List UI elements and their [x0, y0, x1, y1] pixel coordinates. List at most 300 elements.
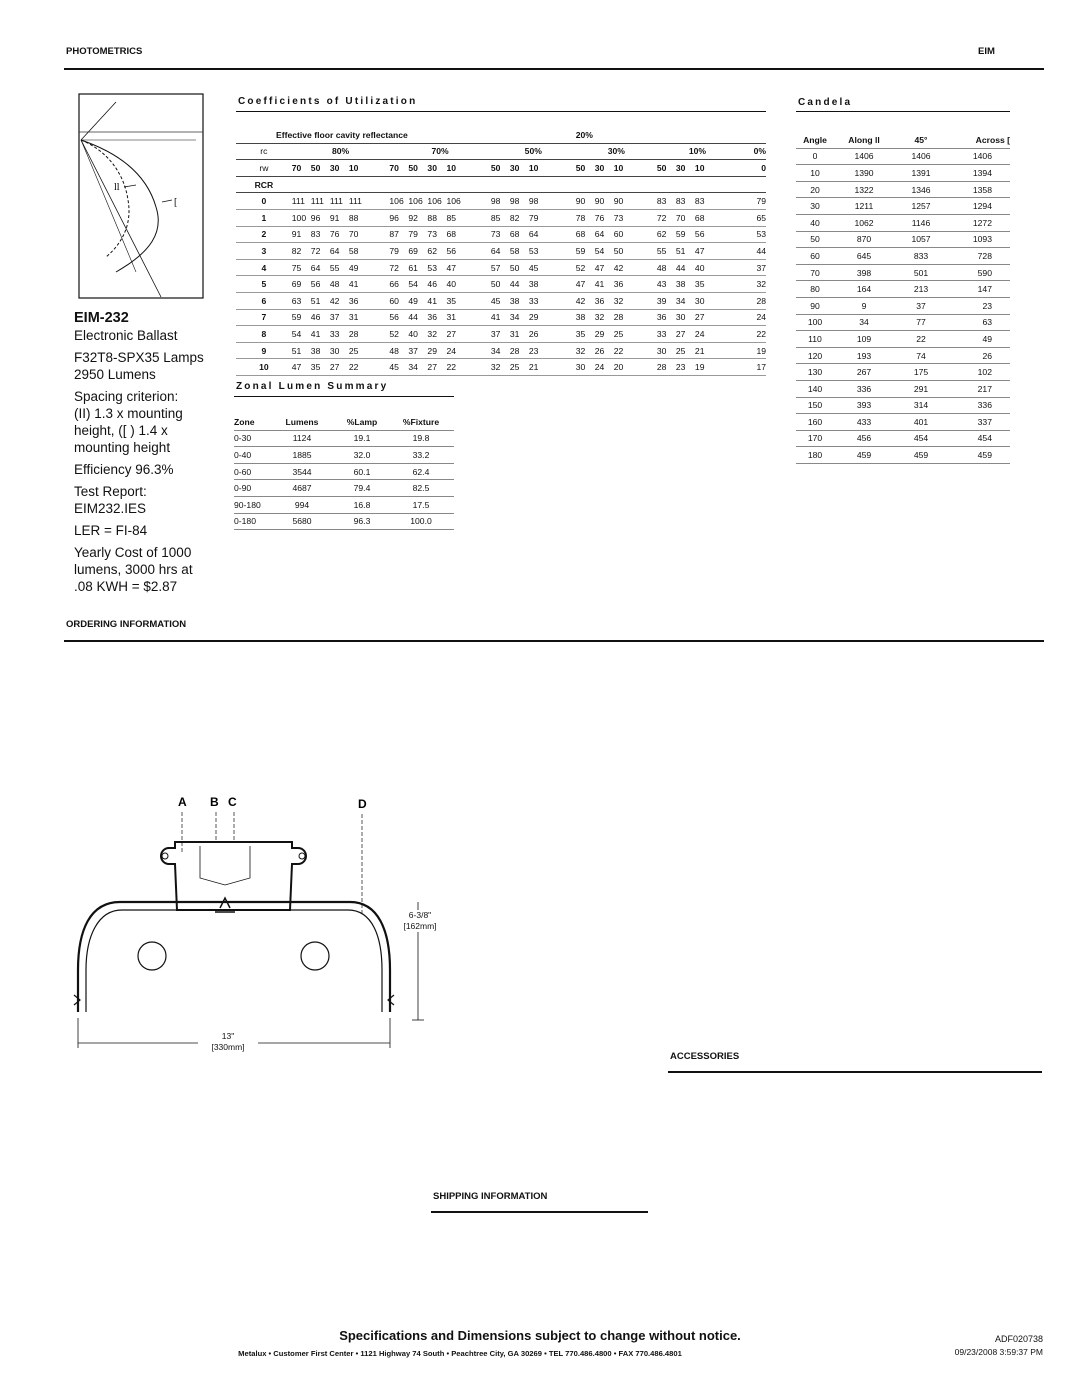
candela-title-rule	[796, 111, 1010, 112]
cu-cell: 44	[675, 262, 686, 273]
zonal-row	[234, 430, 454, 447]
candela-cell: 337	[948, 414, 1010, 431]
cu-cell: 76	[594, 212, 605, 223]
cu-cell: 28	[613, 312, 624, 323]
cu-cell: 82	[509, 212, 520, 223]
rcr-label: RCR	[236, 176, 292, 193]
cu-cell: 41	[427, 295, 437, 306]
cu-cell: 47	[694, 245, 705, 256]
candela-cell: 1358	[948, 181, 1010, 198]
cu-cell: 82	[291, 245, 302, 256]
candela-cell: 459	[894, 447, 948, 464]
cu-cell: 111	[329, 196, 343, 207]
cu-cell: 42	[329, 295, 340, 306]
candela-cell: 728	[948, 248, 1010, 265]
rw-value: 30	[595, 160, 614, 177]
fixture-housing-inner	[86, 910, 382, 1012]
candela-cell: 80	[796, 281, 834, 298]
candela-cell: 213	[894, 281, 948, 298]
section-header-eim: EIM	[978, 46, 995, 57]
polar-frame	[79, 94, 203, 298]
cu-cell: 49	[348, 262, 359, 273]
candela-row	[796, 331, 1010, 348]
candela-cell: 9	[834, 297, 894, 314]
cu-table-wrap	[236, 127, 766, 376]
zonal-cell: 19.1	[336, 430, 388, 447]
rc-label: rc	[236, 143, 292, 160]
lamp-socket-right	[301, 942, 329, 970]
cu-body	[236, 193, 766, 376]
cu-cell: 83	[310, 229, 321, 240]
cu-cell: 106	[446, 196, 461, 207]
rc-value: 50%	[491, 143, 576, 160]
lamp-type: F32T8-SPX35 Lamps	[74, 350, 204, 365]
cu-cell: 24	[756, 312, 766, 323]
candela-header: 45°	[894, 132, 948, 148]
candela-cell: 90	[796, 297, 834, 314]
cu-cell: 34	[408, 362, 418, 373]
candela-header: Across [	[948, 132, 1010, 148]
candela-cell: 1272	[948, 214, 1010, 231]
ordering-title: ORDERING INFORMATION	[66, 619, 187, 630]
cu-cell: 47	[594, 262, 605, 273]
footer-notice: Specifications and Dimensions subject to change without notice.	[339, 1328, 741, 1343]
cu-cell: 91	[291, 229, 302, 240]
cu-cell: 32	[756, 279, 766, 290]
cu-cell: 90	[575, 196, 586, 207]
candela-row	[796, 198, 1010, 215]
cu-cell: 22	[348, 362, 359, 373]
candela-cell: 60	[796, 248, 834, 265]
cu-cell: 79	[756, 196, 766, 207]
candela-cell: 267	[834, 364, 894, 381]
cu-cell: 28	[656, 362, 667, 373]
accessories-rule	[668, 1071, 1042, 1073]
section-header-photometrics: PHOTOMETRICS	[66, 46, 143, 57]
candela-cell: 336	[834, 380, 894, 397]
cu-cell: 69	[291, 279, 302, 290]
rw-value: 0	[738, 160, 766, 177]
drawing-label-a: A	[178, 795, 187, 809]
rw-value: 30	[510, 160, 529, 177]
cu-cell: 36	[348, 295, 359, 306]
candela-cell: 102	[948, 364, 1010, 381]
cu-cell: 27	[675, 328, 686, 339]
zonal-cell: 1124	[268, 430, 336, 447]
cu-cell: 50	[490, 279, 501, 290]
cu-cell: 40	[694, 262, 705, 273]
cu-cell: 20	[613, 362, 624, 373]
cu-cell: 58	[348, 245, 359, 256]
lamp-socket-left	[138, 942, 166, 970]
rw-value: 10	[349, 160, 390, 177]
zonal-header: Lumens	[268, 414, 336, 430]
cu-cell: 31	[446, 312, 456, 323]
cu-cell: 41	[310, 328, 321, 339]
cu-cell: 38	[528, 279, 539, 290]
cu-row	[236, 209, 766, 226]
cu-cell: 37	[490, 328, 501, 339]
cu-cell: 111	[348, 196, 362, 207]
product-info	[74, 309, 224, 595]
cu-cell: 33	[528, 295, 539, 306]
zonal-cell: 62.4	[388, 463, 454, 480]
candela-cell: 393	[834, 397, 894, 414]
zonal-cell: 4687	[268, 480, 336, 497]
candela-row	[796, 231, 1010, 248]
cu-table	[236, 127, 766, 376]
cu-cell: 44	[408, 312, 418, 323]
cu-title-rule	[236, 111, 766, 112]
rw-value: 10	[446, 160, 490, 177]
parallel-leader	[124, 185, 136, 187]
drawing-label-b: B	[210, 795, 219, 809]
cu-cell: 24	[694, 328, 705, 339]
rcr-value: 6	[261, 295, 267, 306]
candela-row	[796, 430, 1010, 447]
cu-cell: 42	[575, 295, 586, 306]
candela-cell: 0	[796, 148, 834, 165]
cu-cell: 37	[329, 312, 340, 323]
cu-cell: 54	[291, 328, 302, 339]
candela-cell: 314	[894, 397, 948, 414]
zonal-cell: 3544	[268, 463, 336, 480]
lamp-lumens: 2950 Lumens	[74, 367, 156, 382]
zonal-body	[234, 430, 454, 530]
cu-cell: 87	[389, 229, 399, 240]
cu-cell: 29	[528, 312, 539, 323]
cu-cell: 38	[575, 312, 586, 323]
cu-cell: 96	[310, 212, 321, 223]
drawing-label-c: C	[228, 795, 237, 809]
candela-cell: 34	[834, 314, 894, 331]
cu-cell: 48	[656, 262, 667, 273]
candela-cell: 459	[948, 447, 1010, 464]
rcr-value: 3	[261, 245, 267, 256]
cu-cell: 27	[694, 312, 705, 323]
cu-cell: 22	[446, 362, 456, 373]
candela-cell: 164	[834, 281, 894, 298]
zonal-cell: 0-30	[234, 430, 268, 447]
zonal-cell: 0-60	[234, 463, 268, 480]
candela-cell: 1211	[834, 198, 894, 215]
candela-cell: 833	[894, 248, 948, 265]
cu-cell: 59	[675, 229, 686, 240]
cu-cell: 73	[613, 212, 624, 223]
cu-cell: 27	[446, 328, 456, 339]
cu-row	[236, 243, 766, 260]
cu-cell: 106	[427, 196, 442, 207]
candela-cell: 170	[796, 430, 834, 447]
mounting-slot	[162, 853, 168, 859]
cu-cell: 28	[756, 295, 766, 306]
cu-cell: 72	[310, 245, 321, 256]
cu-cell: 53	[528, 245, 539, 256]
candela-cell: 70	[796, 264, 834, 281]
shipping-title: SHIPPING INFORMATION	[433, 1191, 548, 1202]
candela-cell: 1257	[894, 198, 948, 215]
cu-cell: 88	[427, 212, 437, 223]
rw-value: 30	[330, 160, 349, 177]
cu-cell: 28	[509, 345, 520, 356]
cu-cell: 111	[310, 196, 324, 207]
cu-row	[236, 359, 766, 376]
cu-cell: 60	[389, 295, 399, 306]
cu-cell: 32	[490, 362, 501, 373]
header-rule	[64, 68, 1044, 70]
cu-cell: 91	[329, 212, 340, 223]
cu-cell: 41	[594, 279, 605, 290]
candela-cell: 1057	[894, 231, 948, 248]
rw-label: rw	[236, 160, 292, 177]
cu-cell: 59	[291, 312, 302, 323]
cu-cell: 19	[756, 345, 766, 356]
ordering-rule	[64, 640, 1044, 642]
footer-address: Metalux • Customer First Center • 1121 Highway 74 South • Peachtree City, GA 30269 • TEL 770.486.4800 • FAX 770.486.4801	[238, 1349, 682, 1358]
candela-cell: 456	[834, 430, 894, 447]
candela-body	[796, 148, 1010, 463]
cu-cell: 61	[408, 262, 418, 273]
cu-row	[236, 309, 766, 326]
cu-cell: 48	[389, 345, 399, 356]
zonal-header: Zone	[234, 414, 268, 430]
cu-cell: 45	[490, 295, 501, 306]
cu-cell: 35	[310, 362, 321, 373]
cu-cell: 51	[675, 245, 686, 256]
efcr-value: 20%	[576, 127, 657, 143]
rc-value: 0%	[738, 143, 766, 160]
zonal-cell: 16.8	[336, 496, 388, 513]
candela-cell: 1406	[948, 148, 1010, 165]
rcr-value: 1	[261, 212, 267, 223]
cu-cell: 73	[427, 229, 437, 240]
zonal-cell: 0-40	[234, 447, 268, 464]
candela-cell: 454	[948, 430, 1010, 447]
cu-row	[236, 259, 766, 276]
rcr-value: 10	[259, 362, 269, 373]
cu-cell: 106	[408, 196, 423, 207]
cu-cell: 68	[575, 229, 586, 240]
candela-row	[796, 181, 1010, 198]
cu-cell: 53	[427, 262, 437, 273]
cu-cell: 85	[490, 212, 501, 223]
candela-cell: 1322	[834, 181, 894, 198]
candela-cell: 1390	[834, 165, 894, 182]
cu-cell: 68	[509, 229, 520, 240]
cu-cell: 30	[694, 295, 705, 306]
cu-cell: 54	[408, 279, 418, 290]
accessories-title: ACCESSORIES	[670, 1051, 740, 1062]
rc-value: 10%	[657, 143, 738, 160]
cu-cell: 78	[575, 212, 586, 223]
rc-value: 80%	[292, 143, 390, 160]
candela-cell: 1294	[948, 198, 1010, 215]
cu-cell: 60	[613, 229, 624, 240]
candela-cell: 645	[834, 248, 894, 265]
cu-cell: 65	[756, 212, 766, 223]
cu-cell: 47	[446, 262, 456, 273]
cu-cell: 40	[446, 279, 456, 290]
cu-cell: 36	[656, 312, 667, 323]
cu-cell: 79	[408, 229, 418, 240]
candela-cell: 217	[948, 380, 1010, 397]
lens-edge	[74, 995, 394, 1005]
cu-cell: 70	[348, 229, 359, 240]
cu-cell: 56	[694, 229, 705, 240]
candela-header: Angle	[796, 132, 834, 148]
cu-cell: 37	[756, 262, 766, 273]
cu-cell: 98	[528, 196, 539, 207]
rcr-value: 4	[261, 262, 267, 273]
cu-cell: 21	[694, 345, 705, 356]
cu-cell: 23	[675, 362, 686, 373]
cu-cell: 25	[509, 362, 520, 373]
candela-cell: 40	[796, 214, 834, 231]
ballast-type: Electronic Ballast	[74, 328, 178, 343]
cu-cell: 47	[575, 279, 586, 290]
across-leader	[162, 200, 172, 202]
cu-cell: 51	[310, 295, 321, 306]
zonal-table-wrap	[234, 414, 454, 530]
cu-cell: 32	[427, 328, 437, 339]
across-label: [	[174, 197, 178, 208]
cu-cell: 83	[656, 196, 667, 207]
candela-title: Candela	[798, 97, 853, 108]
cu-row	[236, 193, 766, 210]
cu-cell: 26	[594, 345, 605, 356]
candela-cell: 454	[894, 430, 948, 447]
cu-cell: 49	[408, 295, 418, 306]
candela-cell: 1062	[834, 214, 894, 231]
candela-cell: 336	[948, 397, 1010, 414]
cu-cell: 96	[389, 212, 399, 223]
cu-cell: 47	[291, 362, 302, 373]
cu-cell: 83	[694, 196, 705, 207]
candela-row	[796, 397, 1010, 414]
candela-cell: 26	[948, 347, 1010, 364]
candela-cell: 130	[796, 364, 834, 381]
candela-cell: 291	[894, 380, 948, 397]
candela-cell: 23	[948, 297, 1010, 314]
zonal-cell: 60.1	[336, 463, 388, 480]
cu-cell: 38	[310, 345, 321, 356]
zonal-cell: 32.0	[336, 447, 388, 464]
cu-cell: 44	[509, 279, 520, 290]
cu-cell: 52	[575, 262, 586, 273]
candela-cell: 1146	[894, 214, 948, 231]
cu-cell: 48	[329, 279, 340, 290]
candela-cell: 10	[796, 165, 834, 182]
candela-row	[796, 248, 1010, 265]
candela-cell: 193	[834, 347, 894, 364]
rw-value: 50	[408, 160, 427, 177]
cu-cell: 59	[575, 245, 586, 256]
cu-cell: 44	[756, 245, 766, 256]
candela-cell: 175	[894, 364, 948, 381]
cu-cell: 83	[675, 196, 686, 207]
cu-cell: 56	[389, 312, 399, 323]
cu-cell: 39	[656, 295, 667, 306]
cu-cell: 41	[490, 312, 501, 323]
cu-cell: 111	[291, 196, 305, 207]
candela-row	[796, 281, 1010, 298]
parallel-label: ll	[114, 182, 120, 193]
zonal-cell: 79.4	[336, 480, 388, 497]
zonal-row	[234, 447, 454, 464]
cu-cell: 56	[446, 245, 456, 256]
candela-cell: 77	[894, 314, 948, 331]
rc-value: 70%	[389, 143, 490, 160]
candela-cell: 37	[894, 297, 948, 314]
cu-cell: 34	[490, 345, 501, 356]
candela-cell: 160	[796, 414, 834, 431]
cu-cell: 50	[613, 245, 624, 256]
zonal-cell: 0-180	[234, 513, 268, 530]
candela-cell: 501	[894, 264, 948, 281]
cu-cell: 22	[756, 328, 766, 339]
cu-cell: 68	[446, 229, 456, 240]
cu-cell: 22	[613, 345, 624, 356]
cu-cell: 55	[656, 245, 667, 256]
spacing-criterion: Spacing criterion: (II) 1.3 x mounting height, ([ ) 1.4 x mounting height	[74, 389, 183, 455]
cu-cell: 25	[675, 345, 686, 356]
candela-row	[796, 414, 1010, 431]
candela-cell: 50	[796, 231, 834, 248]
polar-candela-diagram	[76, 92, 206, 302]
cu-cell: 27	[427, 362, 437, 373]
cu-cell: 33	[329, 328, 340, 339]
candela-row	[796, 314, 1010, 331]
cu-cell: 64	[490, 245, 501, 256]
shipping-rule	[431, 1211, 648, 1213]
candela-cell: 1346	[894, 181, 948, 198]
cu-cell: 40	[408, 328, 418, 339]
candela-header: Along ll	[834, 132, 894, 148]
candela-cell: 74	[894, 347, 948, 364]
cu-cell: 46	[427, 279, 437, 290]
cu-cell: 54	[594, 245, 605, 256]
cu-cell: 70	[675, 212, 686, 223]
cu-cell: 46	[310, 312, 321, 323]
rw-value: 70	[292, 160, 311, 177]
cu-cell: 106	[389, 196, 404, 207]
zonal-row	[234, 463, 454, 480]
rc-value: 30%	[576, 143, 657, 160]
cu-cell: 31	[348, 312, 359, 323]
cu-cell: 30	[329, 345, 340, 356]
cu-cell: 37	[408, 345, 418, 356]
candela-cell: 459	[834, 447, 894, 464]
cu-cell: 25	[348, 345, 359, 356]
cu-cell: 25	[613, 328, 624, 339]
cu-cell: 35	[694, 279, 705, 290]
cu-cell: 42	[613, 262, 624, 273]
zonal-cell: 17.5	[388, 496, 454, 513]
candela-cell: 150	[796, 397, 834, 414]
cu-cell: 51	[291, 345, 302, 356]
rw-value: 30	[427, 160, 446, 177]
candela-row	[796, 165, 1010, 182]
cu-row	[236, 292, 766, 309]
rcr-value: 8	[261, 328, 267, 339]
cu-cell: 38	[675, 279, 686, 290]
cu-cell: 33	[656, 328, 667, 339]
cu-cell: 58	[509, 245, 520, 256]
rcr-value: 7	[261, 312, 267, 323]
zonal-title: Zonal Lumen Summary	[236, 381, 389, 392]
efcr-label: Effective floor cavity reflectance	[236, 127, 576, 143]
candela-cell: 433	[834, 414, 894, 431]
